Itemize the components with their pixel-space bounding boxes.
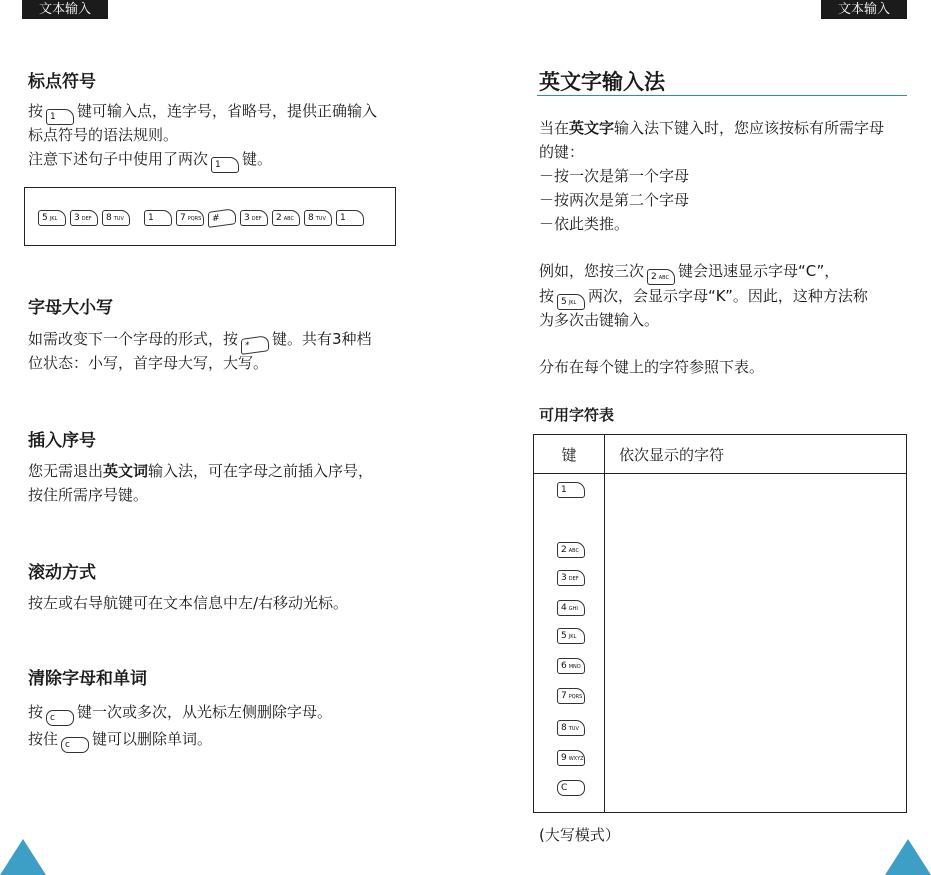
key-c-icon: c — [46, 710, 74, 726]
section-title-clear: 清除字母和单词 — [28, 669, 147, 689]
section-title-case: 字母大小写 — [28, 298, 113, 318]
intro-line-2: 的键： — [539, 143, 585, 161]
table-title: 可用字符表 — [539, 406, 615, 424]
key-5-icon: 5 JKL — [557, 294, 585, 310]
key-1-icon: 1 — [336, 210, 364, 226]
bullet-2: －按两次是第二个字母 — [539, 191, 690, 209]
section-title-scroll: 滚动方式 — [28, 563, 96, 583]
example-line-3: 为多次击键输入。 — [539, 311, 660, 329]
example-line-2: 按 5 JKL 两次，会显示字母“K”。因此，这种方法称 — [539, 284, 868, 310]
footnote: (大写模式） — [539, 826, 620, 844]
character-table — [533, 434, 907, 813]
intro-line-1: 当在英文字输入法下键入时，您应该按标有所需字母 — [539, 119, 885, 137]
clear-line-1: 按 c 键一次或多次，从光标左侧删除字母。 — [28, 700, 332, 726]
punct-line-3: 注意下述句子中使用了两次 1 键。 — [28, 147, 272, 173]
scroll-line-1: 按左或右导航键可在文本信息中左/右移动光标。 — [28, 594, 349, 612]
key-8-icon: 8 TUV — [102, 210, 130, 226]
example-line-1: 例如，您按三次 2 ABC 键会迅速显示字母“C”， — [539, 259, 839, 285]
punct-line-1: 按 1 键可输入点，连字号，省略号，提供正确输入 — [28, 99, 377, 125]
case-line-1: 如需改变下一个字母的形式，按 * 键。共有3种档 — [28, 327, 372, 353]
bullet-3: －依此类推。 — [539, 215, 630, 233]
distribution-line: 分布在每个键上的字符参照下表。 — [539, 358, 765, 376]
clear-line-2: 按住 c 键可以删除单词。 — [28, 727, 212, 753]
table-header-chars: 依次显示的字符 — [605, 435, 907, 474]
key-3-icon: 3 DEF — [70, 210, 98, 226]
key-7-icon: 7 PQRS — [557, 688, 585, 704]
header-tab-right: 文本输入 — [821, 0, 907, 19]
table-body-row — [534, 474, 907, 813]
bullet-1: －按一次是第一个字母 — [539, 167, 690, 185]
key-1-icon: 1 — [211, 157, 239, 173]
table-chars-column — [605, 474, 907, 813]
insert-line-2: 按住所需序号键。 — [28, 486, 149, 504]
key-5-icon: 5 JKL — [38, 210, 66, 226]
key-2-icon: 2 ABC — [647, 269, 675, 285]
key-3-icon: 3 DEF — [240, 210, 268, 226]
key-4-icon: 4 GHI — [557, 600, 585, 616]
key-6-icon: 6 MNO — [557, 658, 585, 674]
key-1-icon: 1 — [557, 482, 585, 498]
section-title-punctuation: 标点符号 — [28, 72, 96, 92]
table-header-key: 键 — [534, 435, 605, 474]
key-3-icon: 3 DEF — [557, 570, 585, 586]
key-c-icon: C — [557, 780, 585, 796]
section-title-insert: 插入序号 — [28, 431, 96, 451]
key-5-icon: 5 JKL — [557, 628, 585, 644]
key-2-icon: 2 ABC — [557, 542, 585, 558]
key-c-icon: c — [61, 737, 89, 753]
key-sequence-row — [36, 202, 366, 226]
insert-line-1: 您无需退出英文词输入法，可在字母之前插入序号， — [28, 462, 374, 480]
key-hash-icon: # — [208, 208, 236, 228]
key-8-icon: 8 TUV — [557, 720, 585, 736]
key-sequence-box — [24, 187, 396, 246]
key-9-icon: 9 WXYZ — [557, 750, 585, 766]
key-7-icon: 7 PQRS — [176, 210, 204, 226]
page-marker-left-icon — [0, 839, 46, 875]
header-tab-left: 文本输入 — [22, 0, 108, 19]
key-2-icon: 2 ABC — [272, 210, 300, 226]
key-8-icon: 8 TUV — [304, 210, 332, 226]
table-key-column — [534, 474, 605, 813]
table-header-row — [534, 435, 907, 474]
punct-line-2: 标点符号的语法规则。 — [28, 126, 179, 144]
title-divider — [537, 95, 907, 96]
page-marker-right-icon — [885, 839, 931, 875]
key-1-icon: 1 — [46, 109, 74, 125]
key-1-icon: 1 — [144, 210, 172, 226]
key-star-icon: * — [241, 335, 269, 355]
case-line-2: 位状态：小写，首字母大写，大写。 — [28, 354, 269, 372]
page-title: 英文字输入法 — [539, 70, 665, 94]
